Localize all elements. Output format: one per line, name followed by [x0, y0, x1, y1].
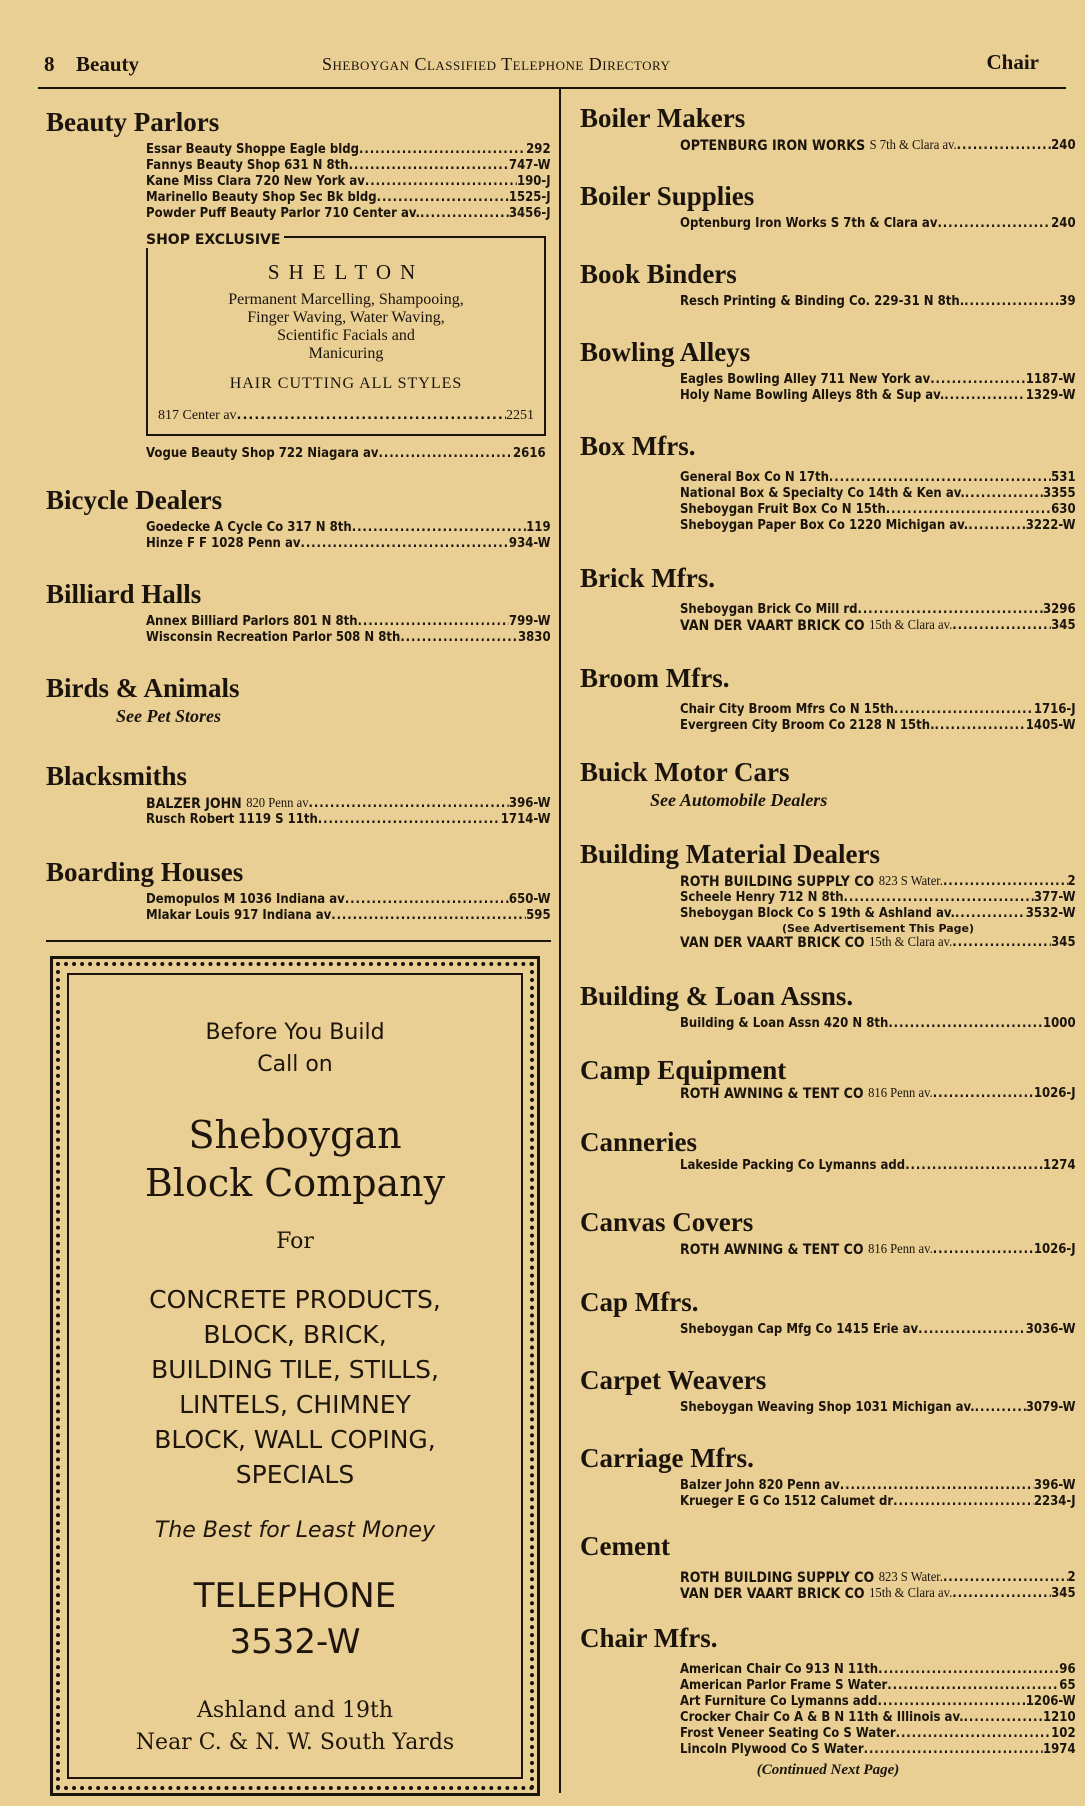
listing-entry: Sheboygan Brick Co Mill rd ..... 3296: [680, 602, 1076, 618]
category-bicycle-dealers: [46, 484, 551, 552]
listing-entry: ROTH BUILDING SUPPLY CO 823 S Water. ..... 2: [680, 1570, 1076, 1586]
listing-entry: VAN DER VAART BRICK CO 15th & Clara av. ..... 345: [680, 935, 1076, 951]
category-blacksmiths: [46, 760, 551, 828]
ad-products: CONCRETE PRODUCTS, BLOCK, BRICK, BUILDING TILE, STILLS, LINTELS, CHIMNEY BLOCK, WALL COPING, SPECIALS: [149, 1285, 441, 1489]
listing-entry: Evergreen City Broom Co 2128 N 15th. ..... 1405-W: [680, 718, 1076, 734]
category-heading: Bowling Alleys: [580, 337, 751, 367]
shop-tagline: HAIR CUTTING ALL STYLES: [229, 375, 463, 392]
listing-entry: Demopulos M 1036 Indiana av ..... 650-W: [146, 892, 551, 908]
listing-entry: Rusch Robert 1119 S 11th ..... 1714-W: [146, 812, 551, 828]
category-heading: Buick Motor Cars: [580, 757, 790, 787]
page-number: 8: [44, 52, 55, 76]
continued-note: (Continued Next Page): [756, 1762, 900, 1778]
listing-entry: National Box & Specialty Co 14th & Ken av. ..... 3355: [680, 486, 1076, 502]
listing-entry: ROTH AWNING & TENT CO 816 Penn av. ..... 1026-J: [680, 1242, 1076, 1258]
category-heading: Carpet Weavers: [580, 1365, 767, 1395]
listing-entry: Sheboygan Paper Box Co 1220 Michigan av. ..... 3222-W: [680, 518, 1076, 534]
right-column: [580, 100, 1076, 1800]
category-heading: Cement: [580, 1531, 670, 1561]
category-birds-animals: [46, 672, 551, 727]
category-heading: Camp Equipment: [580, 1055, 787, 1085]
category-camp-equipment: [580, 1054, 1076, 1102]
ad-telephone: TELEPHONE 3532-W: [193, 1576, 397, 1662]
listing-entry: Frost Veneer Seating Co S Water ..... 102: [680, 1726, 1076, 1742]
category-carpet-weavers: [580, 1364, 1076, 1416]
listing-entry: ROTH BUILDING SUPPLY CO 823 S Water. ..... 2: [680, 874, 1076, 890]
listing-entry: VAN DER VAART BRICK CO 15th & Clara av. ..... 345: [680, 618, 1076, 634]
listing-entry: Lakeside Packing Co Lymanns add ..... 1274: [680, 1158, 1076, 1174]
listing-entry: Sheboygan Cap Mfg Co 1415 Erie av ..... 3036-W: [680, 1322, 1076, 1338]
listing-entry: OPTENBURG IRON WORKS S 7th & Clara av. ..... 240: [680, 138, 1076, 154]
listing-entry: Resch Printing & Binding Co. 229-31 N 8th. ..... 39: [680, 294, 1076, 310]
listing-entry: Essar Beauty Shoppe Eagle bldg ..... 292: [146, 142, 551, 158]
category-canneries: [580, 1126, 1076, 1174]
category-heading: Chair Mfrs.: [580, 1623, 718, 1653]
category-heading: Brick Mfrs.: [580, 563, 715, 593]
category-chair-mfrs: [580, 1622, 1076, 1779]
listing-entry: American Chair Co 913 N 11th ..... 96: [680, 1662, 1076, 1678]
section-name: Beauty: [76, 52, 139, 76]
listing-entry: Sheboygan Weaving Shop 1031 Michigan av. ..... 3079-W: [680, 1400, 1076, 1416]
category-bowling-alleys: [580, 336, 1076, 404]
listing-entry: Chair City Broom Mfrs Co N 15th ..... 1716-J: [680, 702, 1076, 718]
category-heading: Beauty Parlors: [46, 107, 220, 137]
listing-entry: Fannys Beauty Shop 631 N 8th ..... 747-W: [146, 158, 551, 174]
sheboygan-block-ad: [50, 956, 540, 1796]
category-heading: Box Mfrs.: [580, 431, 696, 461]
section-rule: [46, 940, 551, 942]
category-beauty-parlors: [46, 106, 551, 222]
listing-entry: Goedecke A Cycle Co 317 N 8th ..... 119: [146, 520, 551, 536]
beauty-after-box: [46, 442, 551, 462]
category-cement: [580, 1530, 1076, 1602]
category-heading: Book Binders: [580, 259, 737, 289]
ad-company-name: Sheboygan Block Company: [144, 1113, 446, 1205]
listing-entry: Sheboygan Block Co S 19th & Ashland av. ..... 3532-W: [680, 906, 1076, 922]
listing-entry: Marinello Beauty Shop Sec Bk bldg ..... 1525-J: [146, 190, 551, 206]
category-boiler-makers: [580, 102, 1076, 154]
category-boarding-houses: [46, 856, 551, 924]
listing-entry: Balzer John 820 Penn av ..... 396-W: [680, 1478, 1076, 1494]
listing-entry: Mlakar Louis 917 Indiana av ..... 595: [146, 908, 551, 924]
see-reference: See Pet Stores: [116, 706, 221, 726]
ad-for: For: [276, 1229, 314, 1254]
listing-entry: American Parlor Frame S Water ..... 65: [680, 1678, 1076, 1694]
category-heading: Bicycle Dealers: [46, 485, 223, 515]
category-canvas-covers: [580, 1206, 1076, 1258]
listing-entry: ROTH AWNING & TENT CO 816 Penn av. ..... 1026-J: [680, 1086, 1076, 1102]
listing-entry: Holy Name Bowling Alleys 8th & Sup av. ..... 1329-W: [680, 388, 1076, 404]
category-cap-mfrs: [580, 1286, 1076, 1338]
column-divider: [559, 88, 561, 1793]
category-building-loan: [580, 980, 1076, 1032]
listing-entry: Wisconsin Recreation Parlor 508 N 8th ..... 3830: [146, 630, 551, 646]
category-heading: Birds & Animals: [46, 673, 240, 703]
category-carriage-mfrs: [580, 1442, 1076, 1510]
listing-entry: General Box Co N 17th ..... 531: [680, 470, 1076, 486]
listing-entry: Scheele Henry 712 N 8th ..... 377-W: [680, 890, 1076, 906]
ad-slogan: The Best for Least Money: [154, 1518, 436, 1543]
left-column: [46, 100, 551, 1800]
shop-name: SHELTON: [267, 260, 425, 284]
listing-entry: VAN DER VAART BRICK CO 15th & Clara av. ..... 345: [680, 1586, 1076, 1602]
listing-entry: Optenburg Iron Works S 7th & Clara av ..... 240: [680, 216, 1076, 232]
listing-entry: Crocker Chair Co A & B N 11th & Illinois av. ..... 1210: [680, 1710, 1076, 1726]
category-billiard-halls: [46, 578, 551, 646]
directory-title: Sheboygan Classified Telephone Directory: [322, 54, 671, 74]
listing-entry: Eagles Bowling Alley 711 New York av ..... 1187-W: [680, 372, 1076, 388]
category-heading: Boiler Supplies: [580, 181, 755, 211]
category-broom-mfrs: [580, 662, 1076, 734]
listing-entry: Lincoln Plywood Co S Water ..... 1974: [680, 1742, 1076, 1758]
listing-entry: Annex Billiard Parlors 801 N 8th ..... 799-W: [146, 614, 551, 630]
category-heading: Boiler Makers: [580, 103, 746, 133]
category-heading: Boarding Houses: [46, 857, 244, 887]
listing-entry: Art Furniture Co Lymanns add ..... 1206-W: [680, 1694, 1076, 1710]
header-rule: [38, 87, 1066, 89]
ad-intro: Before You Build Call on: [205, 1020, 385, 1077]
listing-entry: Kane Miss Clara 720 New York av ..... 190-J: [146, 174, 551, 190]
category-heading: Blacksmiths: [46, 761, 188, 791]
category-box-mfrs: [580, 430, 1076, 534]
listing-entry: Hinze F F 1028 Penn av ..... 934-W: [146, 536, 551, 552]
category-heading: Canneries: [580, 1127, 697, 1157]
listing-entry: BALZER JOHN 820 Penn av ..... 396-W: [146, 796, 551, 812]
listing-entry: Sheboygan Fruit Box Co N 15th ..... 630: [680, 502, 1076, 518]
shop-services: Permanent Marcelling, Shampooing, Finger Waving, Water Waving, Scientific Facials and Manicuring: [228, 291, 464, 362]
advertisement-note: (See Advertisement This Page): [781, 922, 975, 935]
category-heading: Cap Mfrs.: [580, 1287, 699, 1317]
category-heading: Billiard Halls: [46, 579, 202, 609]
page-header: [40, 48, 1065, 78]
range-end: Chair: [986, 50, 1039, 74]
category-heading: Broom Mfrs.: [580, 663, 730, 693]
shop-exclusive-label: SHOP EXCLUSIVE: [146, 232, 284, 248]
listing-entry: 817 Center av ..... 2251: [158, 408, 534, 424]
ad-address: Ashland and 19th Near C. & N. W. South Yards: [135, 1698, 455, 1755]
see-reference: See Automobile Dealers: [650, 790, 828, 810]
listing-entry: Vogue Beauty Shop 722 Niagara av ..... 2616: [146, 446, 546, 462]
listing-entry: Krueger E G Co 1512 Calumet dr ..... 2234-J: [680, 1494, 1076, 1510]
category-brick-mfrs: [580, 562, 1076, 634]
listing-entry: Powder Puff Beauty Parlor 710 Center av. ..... 3456-J: [146, 206, 551, 222]
category-building-material-dealers: [580, 838, 1076, 951]
shelton-shop-box: [146, 236, 546, 436]
category-boiler-supplies: [580, 180, 1076, 232]
category-heading: Building & Loan Assns.: [580, 981, 854, 1011]
category-book-binders: [580, 258, 1076, 310]
category-buick-motor-cars: [580, 756, 1076, 811]
category-heading: Building Material Dealers: [580, 839, 880, 869]
listing-entry: Building & Loan Assn 420 N 8th ..... 1000: [680, 1016, 1076, 1032]
category-heading: Canvas Covers: [580, 1207, 754, 1237]
category-heading: Carriage Mfrs.: [580, 1443, 754, 1473]
